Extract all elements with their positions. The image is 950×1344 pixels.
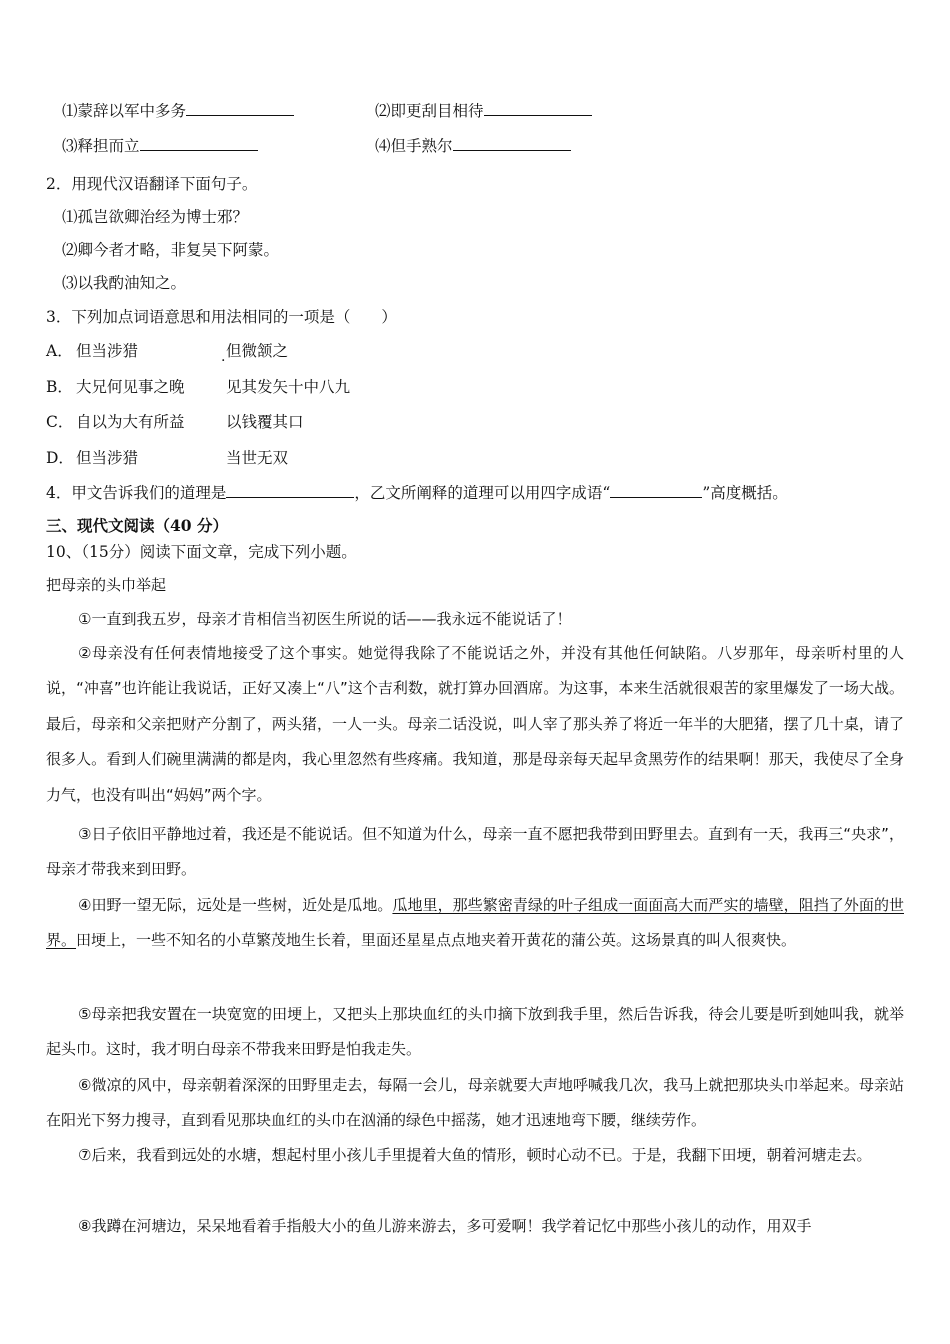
- q3-option-c-label: C．: [46, 413, 74, 431]
- q1-row-1b: [375, 100, 592, 122]
- q1-item-3-text: 释担而立: [77, 137, 140, 155]
- article-title: 把母亲的头巾举起: [46, 576, 167, 594]
- q1-item-3-blank[interactable]: [140, 135, 258, 151]
- q4-blank-2[interactable]: [610, 482, 702, 498]
- paragraph-4: [46, 888, 904, 959]
- q2-item-3: ⑶以我酌油知之。: [62, 274, 187, 292]
- q3-option-d-second: 当世无双: [226, 449, 289, 467]
- q3-option-d[interactable]: [46, 447, 288, 469]
- q1-item-1-blank[interactable]: [186, 100, 294, 116]
- paragraph-1: ①一直到我五岁，母亲才肯相信当初医生所说的话——我永远不能说话了！: [78, 610, 572, 628]
- paragraph-7: ⑦后来，我看到远处的水塘，想起村里小孩儿手里提着大鱼的情形，顿时心动不已。于是，我翻下田埂，朝着河塘走去。: [78, 1146, 872, 1164]
- q3-option-c-first: 自以为大有所益: [76, 413, 185, 431]
- q3-option-a[interactable]: [46, 340, 288, 362]
- q3-option-c-second: 以钱覆其口: [226, 413, 304, 431]
- q1-item-2-blank[interactable]: [484, 100, 592, 116]
- q3-option-c[interactable]: [46, 411, 304, 433]
- paragraph-2: ②母亲没有任何表情地接受了这个事实。她觉得我除了不能说话之外，并没有其他任何缺陷。八岁那年，母亲听村里的人说，“冲喜”也许能让我说话，正好又凑上“八”这个吉利数，就打算办回酒席。为这事，本来生活就很艰苦的家里爆发了一场大战。最后，母亲和父亲把财产分割了，两头猪，一人一头。母亲二话没说，叫人宰了那头养了将近一年半的大肥猪，摆了几十桌，请了很多人。看到人们碗里满满的都是肉，我心里忽然有些疼痛。我知道，那是母亲每天起早贪黑劳作的结果啊！那天，我使尽了全身力气，也没有叫出“妈妈”两个字。: [46, 644, 904, 804]
- q3-option-a-second: . 但微颔之: [226, 342, 288, 360]
- paragraph-6: ⑥微凉的风中，母亲朝着深深的田野里走去，每隔一会儿，母亲就要大声地呼喊我几次，我马上就把那块头巾举起来。母亲站在阳光下努力搜寻，直到看见那块血红的头巾在汹涌的绿色中摇荡，她才迅速地弯下腰，继续劳作。: [46, 1076, 904, 1130]
- q4-part-3: ”高度概括。: [702, 484, 788, 502]
- q1-item-2-text: 即更刮目相待: [390, 102, 484, 120]
- q1-row-1: [62, 100, 294, 122]
- q2-item-1: ⑴孤岂欲卿治经为博士邪？: [62, 208, 249, 226]
- q3-option-d-label: D．: [46, 449, 74, 467]
- q1-item-2-num: ⑵: [375, 102, 391, 120]
- q3-option-b-label: B．: [46, 378, 73, 396]
- paragraph-4-start: ④田野一望无际，远处是一些树，近处是瓜地。: [78, 896, 393, 914]
- q1-row-2b: [375, 135, 571, 157]
- q1-row-2: [62, 135, 258, 157]
- q3-option-b[interactable]: [46, 376, 350, 398]
- q1-item-4-blank[interactable]: [453, 135, 571, 151]
- q3-option-d-first: 但当涉猎: [76, 449, 139, 467]
- q3-option-b-second: 见其发矢十中八九: [226, 378, 351, 396]
- q4-part-2: ，乙文所阐释的道理可以用四字成语“: [354, 484, 611, 502]
- paragraph-5: ⑤母亲把我安置在一块宽宽的田埂上，又把头上那块血红的头巾摘下放到我手里，然后告诉我，待会儿要是听到她叫我，就举起头巾。这时，我才明白母亲不带我来田野是怕我走失。: [46, 1005, 904, 1059]
- q3-option-a-first: 但当涉猎: [76, 342, 139, 360]
- paragraph-4-underlined: 瓜地里，那些繁密青绿的叶子组成一面面高大而严实的墙壁，阻挡了外面的世界。: [46, 896, 904, 950]
- q3-option-b-first: 大兄何见事之晚: [76, 378, 185, 396]
- q3-option-a-label: A．: [46, 342, 73, 360]
- q1-item-4-num: ⑷: [375, 137, 391, 155]
- q10-instruction: 10、（15分）阅读下面文章，完成下列小题。: [46, 543, 357, 561]
- q1-item-1-num: ⑴: [62, 102, 78, 120]
- paragraph-3: ③日子依旧平静地过着，我还是不能说话。但不知道为什么，母亲一直不愿把我带到田野里去。直到有一天，我再三“央求”，母亲才带我来到田野。: [46, 825, 904, 879]
- q4-question: [46, 482, 788, 504]
- q2-title: 2．用现代汉语翻译下面句子。: [46, 175, 258, 193]
- q4-part-1: 4．甲文告诉我们的道理是: [46, 484, 227, 502]
- paragraph-8: ⑧我蹲在河塘边，呆呆地看着手指般大小的鱼儿游来游去，多可爱啊！我学着记忆中那些小孩儿的动作，用双手: [78, 1217, 812, 1235]
- paragraph-4-end: 田埂上，一些不知名的小草繁茂地生长着，里面还星星点点地夹着开黄花的蒲公英。这场景真的叫人很爽快。: [76, 931, 797, 950]
- q4-blank-1[interactable]: [226, 482, 354, 498]
- section-3-heading: 三、现代文阅读（40 分）: [46, 516, 228, 535]
- q2-item-2: ⑵卿今者才略，非复吴下阿蒙。: [62, 241, 280, 259]
- q3-title: 3．下列加点词语意思和用法相同的一项是（ ）: [46, 308, 397, 326]
- q1-item-1-text: 蒙辞以军中多务: [77, 102, 187, 120]
- q1-item-3-num: ⑶: [62, 137, 78, 155]
- q1-item-4-text: 但手熟尔: [390, 137, 453, 155]
